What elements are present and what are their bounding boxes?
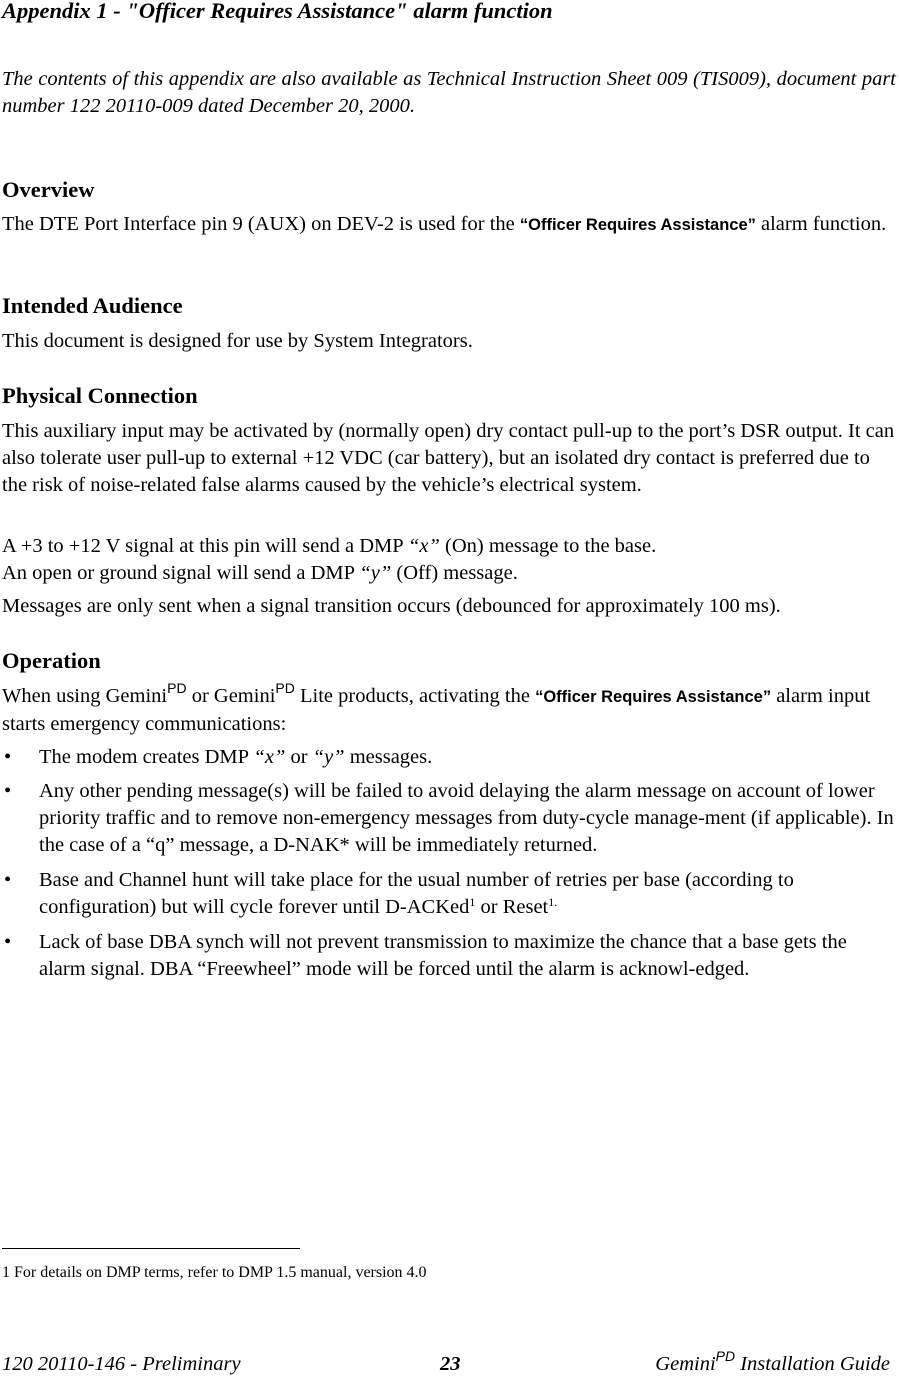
intro-paragraph: The contents of this appendix are also available as Technical Instruction Sheet 009 (TIS009), document part number 122 20110-009 dated December 20, 2000. (2, 68, 896, 117)
list-item: • The modem creates DMP “x” or “y” messages. (2, 744, 896, 771)
overview-heading: Overview (2, 177, 95, 202)
footer-document-number: 120 20110-146 - Preliminary (2, 1353, 241, 1375)
list-item: • Lack of base DBA synch will not prevent transmission to maximize the chance that a base gets the alarm signal. DBA “Freewheel” mode will be forced until the alarm is acknowl-edged. (4, 931, 847, 980)
overview-paragraph: The DTE Port Interface pin 9 (AUX) on DEV-2 is used for the “Officer Requires Assistance” alarm function. (2, 213, 887, 235)
appendix-title: Appendix 1 - "Officer Requires Assistance" alarm function (2, 0, 553, 23)
audience-heading: Intended Audience (2, 293, 183, 318)
bullet-icon: • (4, 746, 12, 768)
physical-paragraph-2: A +3 to +12 V signal at this pin will send a DMP “x” (On) message to the base. (2, 535, 657, 557)
operation-heading: Operation (2, 648, 101, 673)
bullet-icon: • (4, 780, 12, 802)
physical-heading: Physical Connection (2, 383, 198, 408)
physical-paragraph-4: Messages are only sent when a signal transition occurs (debounced for approximately 100 ms). (2, 595, 781, 617)
list-item: • Any other pending message(s) will be failed to avoid delaying the alarm message on account of lower priority traffic and to remove non-emergency messages from duty-cycle manage-ment (if applicable). In the case of a “q” message, a D-NAK* will be immediately returned. (4, 780, 894, 856)
list-item: • Base and Channel hunt will take place for the usual number of retries per base (according to configuration) but will cycle forever until D-ACKed$^1$ or Reset$^{1.}$ (4, 869, 794, 918)
physical-paragraph-3: An open or ground signal will send a DMP “y” (Off) message. (2, 562, 518, 584)
footnote: 1 For details on DMP terms, refer to DMP 1.5 manual, version 4.0 (2, 1264, 427, 1281)
physical-paragraph-1: This auxiliary input may be activated by (normally open) dry contact pull-up to the port’s DSR output. It can also tolerate user pull-up to external +12 VDC (car battery), but an isolated dry contact is preferred due to the risk of noise-related false alarms caused by the vehicle’s electrical system. (2, 420, 895, 496)
audience-paragraph: This document is designed for use by System Integrators. (2, 330, 473, 352)
bullet-icon: • (4, 931, 12, 953)
bullet-icon: • (4, 869, 12, 891)
alarm-name: “Officer Requires Assistance” (519, 216, 756, 234)
operation-paragraph: When using Gemini$^{PD}$ or Gemini$^{PD}$ Lite products, activating the “Officer Requires Assistance” alarm input starts emergency communications: (2, 680, 871, 735)
alarm-name: “Officer Requires Assistance” (535, 688, 772, 706)
footnote-divider (2, 1248, 300, 1249)
footer-guide-title: Gemini$^{PD}$ Installation Guide (655, 1348, 890, 1375)
page-number: 23 (440, 1353, 461, 1375)
